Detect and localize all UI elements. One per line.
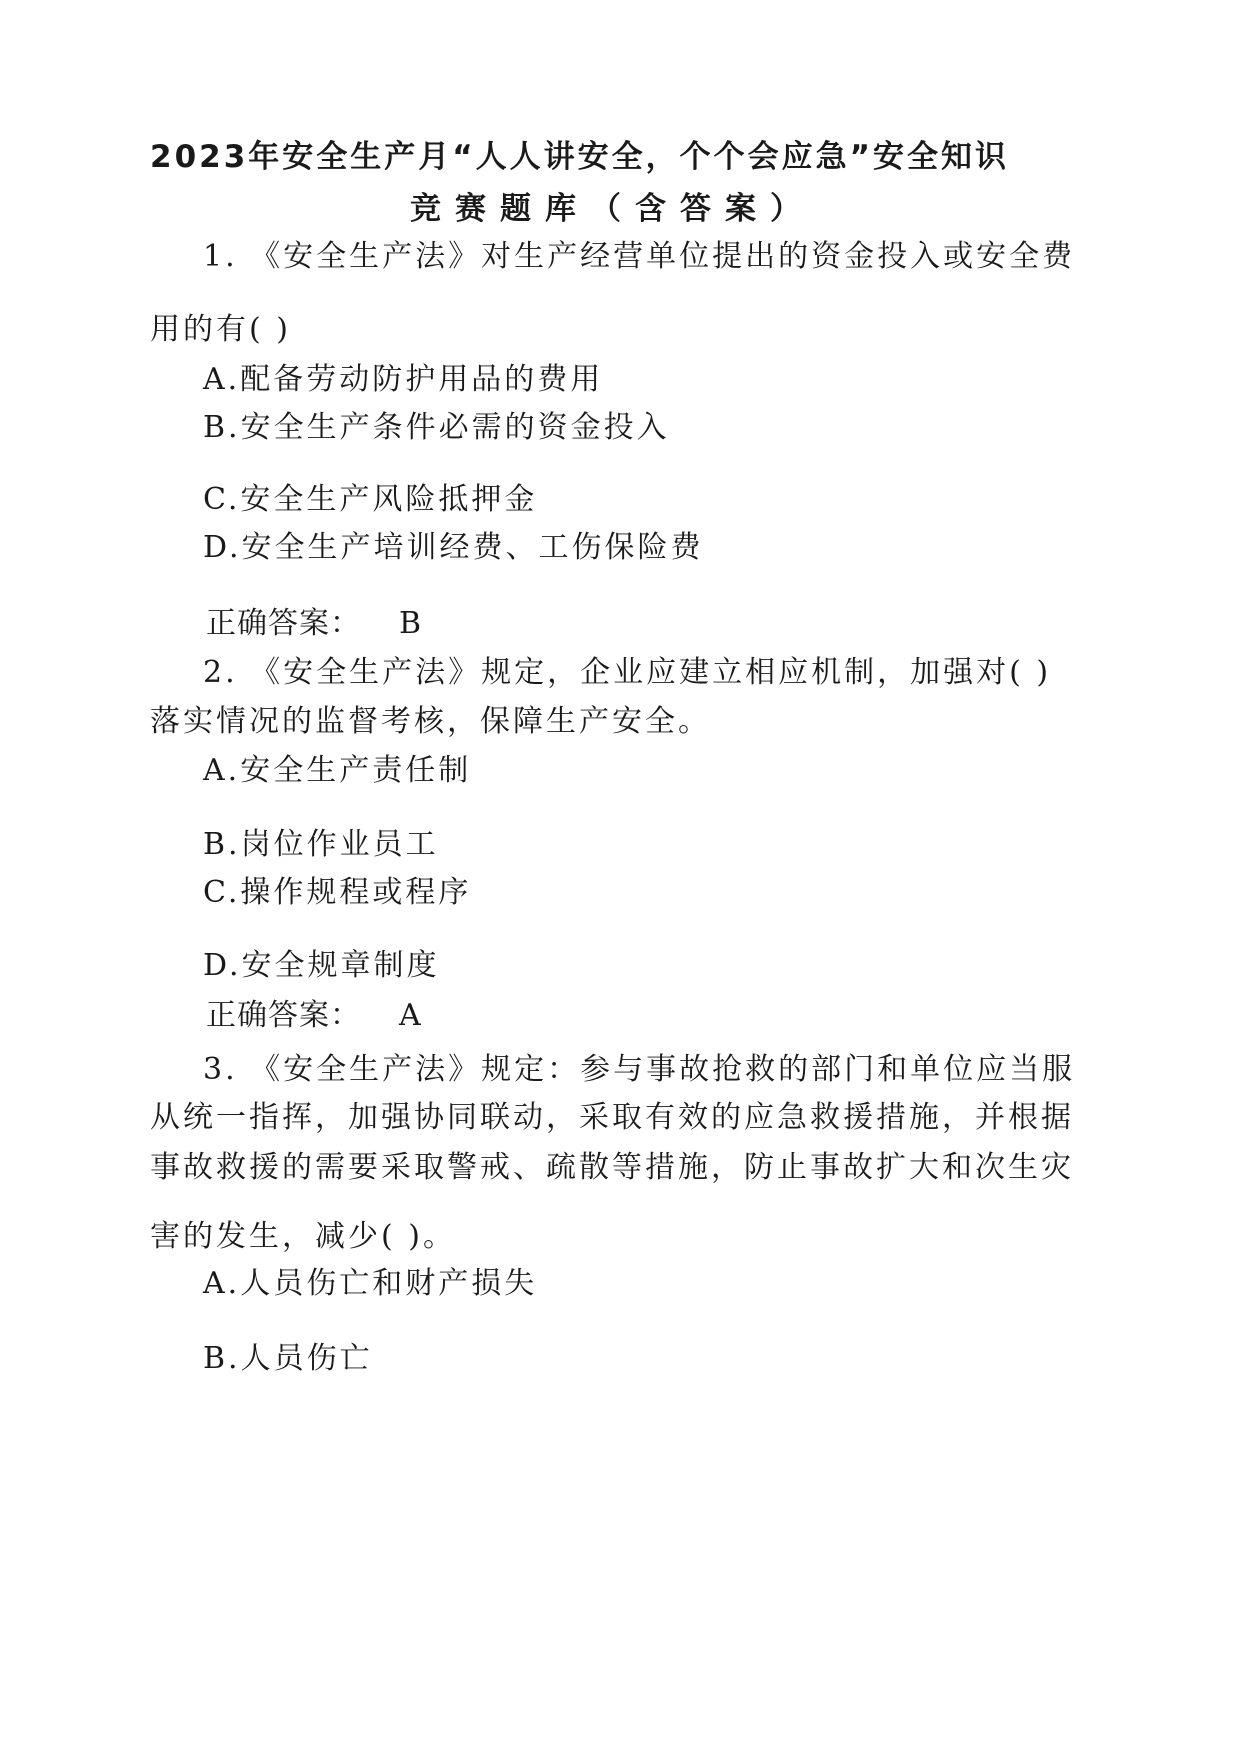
question-2-stem-line1: 2. 《安全生产法》规定，企业应建立相应机制，加强对( ) [203, 655, 1052, 690]
question-3-stem-line3: 事故救援的需要采取警戒、疏散等措施，防止事故扩大和次生灾 [150, 1150, 1074, 1185]
question-1-option-a: A.配备劳动防护用品的费用 [203, 362, 604, 397]
question-1-option-c: C.安全生产风险抵押金 [203, 482, 538, 517]
question-2-answer [206, 996, 422, 1036]
answer-value: B [399, 606, 423, 641]
question-3-option-b: B.人员伤亡 [203, 1341, 373, 1376]
question-2-stem-line2: 落实情况的监督考核，保障生产安全。 [150, 704, 711, 739]
question-2-option-d: D.安全规章制度 [203, 948, 440, 983]
question-1-stem-line2: 用的有( ) [150, 312, 291, 347]
question-1-stem-line1: 1. 《安全生产法》对生产经营单位提出的资金投入或安全费 [203, 239, 1076, 274]
answer-label: 正确答案： [206, 606, 361, 641]
question-2-option-b: B.岗位作业员工 [203, 827, 439, 862]
question-1-option-b: B.安全生产条件必需的资金投入 [203, 410, 670, 445]
question-3-stem-line4: 害的发生，减少( )。 [150, 1219, 456, 1254]
question-3-option-a: A.人员伤亡和财产损失 [203, 1266, 538, 1301]
answer-value: A [399, 998, 422, 1033]
question-3-stem-line1: 3. 《安全生产法》规定：参与事故抢救的部门和单位应当服 [203, 1052, 1076, 1087]
question-3-stem-line2: 从统一指挥，加强协同联动，采取有效的应急救援措施，并根据 [150, 1100, 1074, 1135]
document-title-line2: 竞赛题库（含答案） [410, 191, 815, 227]
question-1-answer [206, 604, 422, 644]
question-2-option-c: C.操作规程或程序 [203, 875, 472, 910]
answer-label: 正确答案： [206, 998, 361, 1033]
document-title-line1: 2023年安全生产月“人人讲安全，个个会应急”安全知识 [150, 139, 1010, 175]
question-1-option-d: D.安全生产培训经费、工伤保险费 [203, 530, 704, 565]
question-2-option-a: A.安全生产责任制 [203, 753, 472, 788]
